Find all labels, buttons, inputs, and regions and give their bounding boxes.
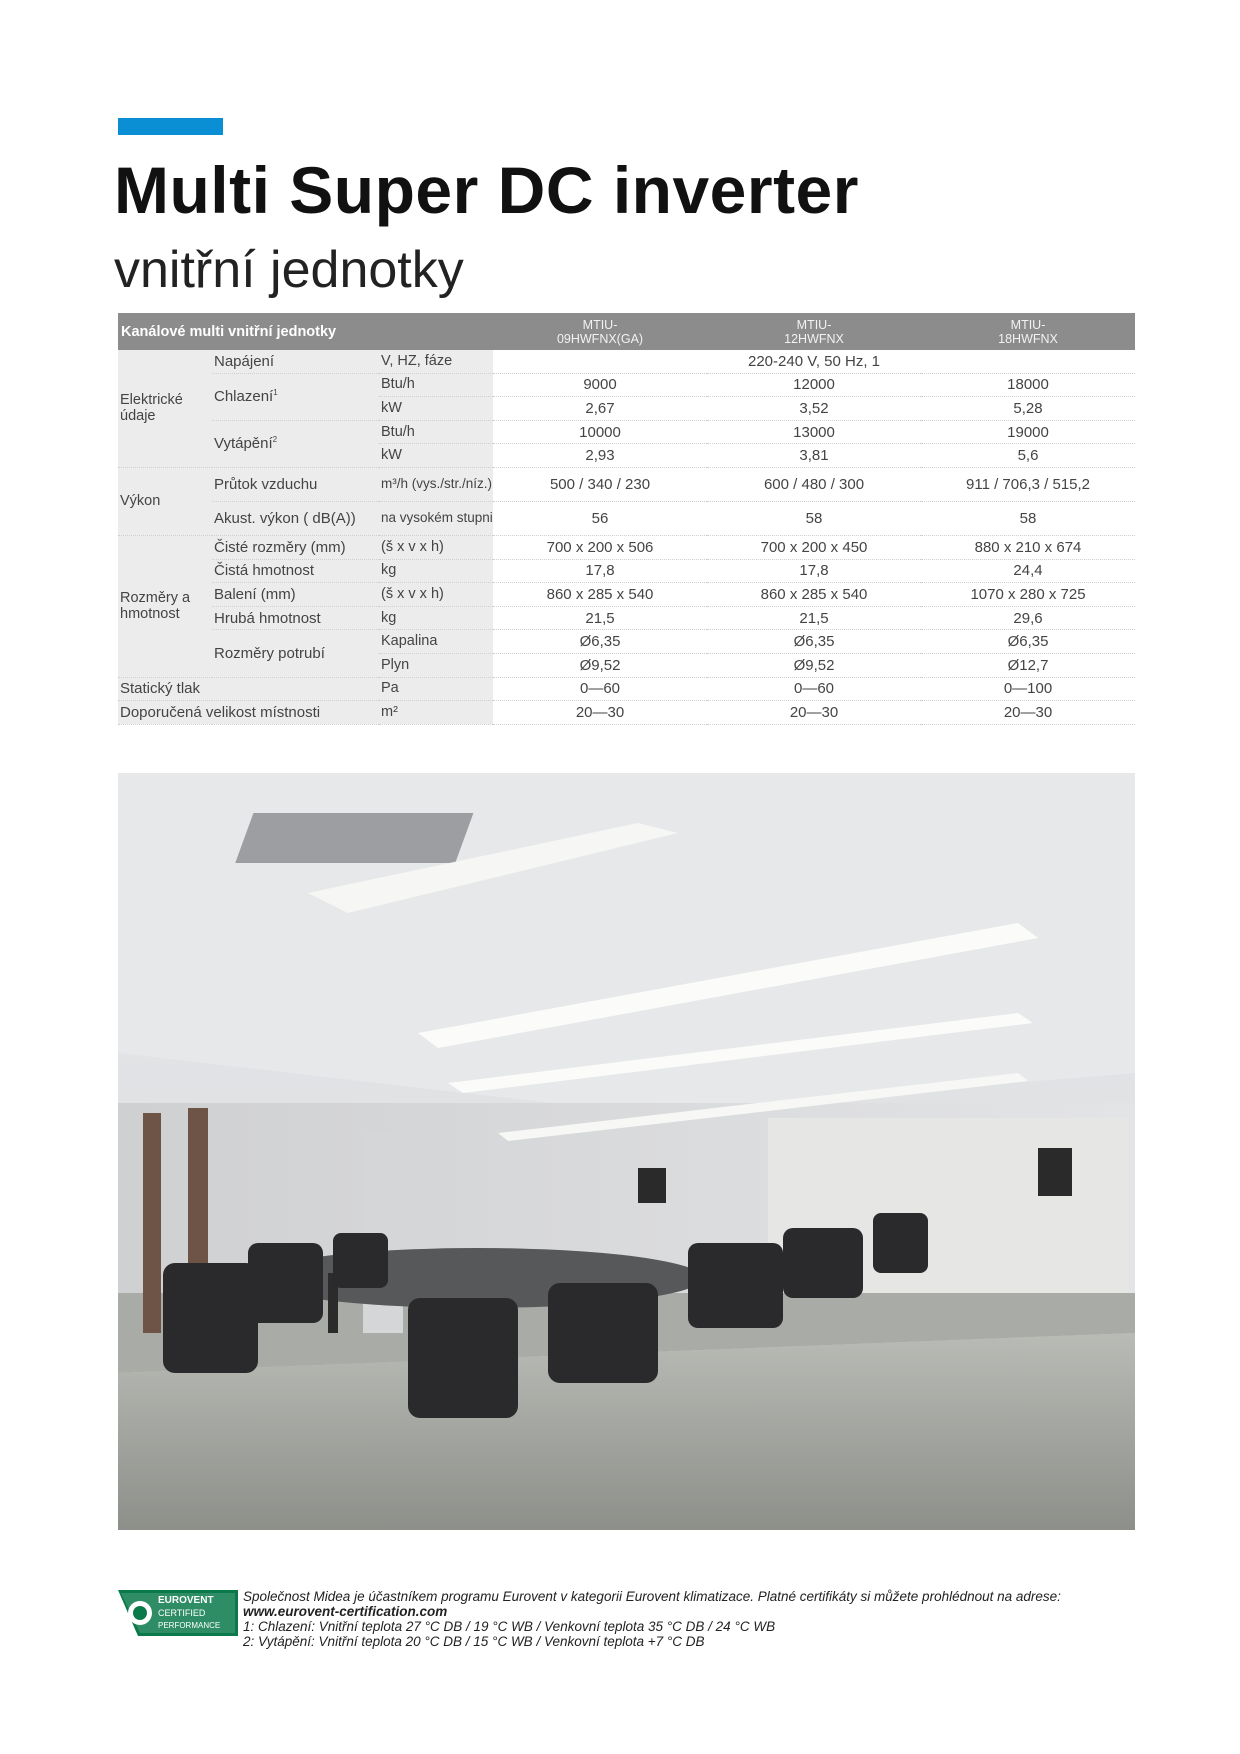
model-line1: MTIU- (1010, 317, 1046, 332)
cell-value: 860 x 285 x 540 (493, 583, 707, 607)
cell-value: 17,8 (493, 559, 707, 583)
cell-value: 56 (493, 501, 707, 535)
cell-value: 700 x 200 x 506 (493, 535, 707, 559)
cell-value: 700 x 200 x 450 (707, 535, 921, 559)
cell-value: 5,28 (921, 397, 1135, 421)
footnotes (243, 1589, 1143, 1649)
model-line1: MTIU- (796, 317, 832, 332)
row-unit: na vysokém stupni (379, 501, 493, 535)
cell-value: 0—60 (707, 677, 921, 701)
conference-room-photo (118, 773, 1135, 1530)
row-label: Rozměry potrubí (212, 630, 379, 677)
row-unit: V, HZ, fáze (379, 350, 493, 373)
cell-value: Ø9,52 (707, 653, 921, 677)
page-subtitle: vnitřní jednotky (114, 241, 464, 299)
cell-value: 0—60 (493, 677, 707, 701)
model-line2: 12HWFNX (784, 331, 844, 346)
cell-value: 20—30 (921, 701, 1135, 725)
row-unit: m³/h (vys./str./níz.) (379, 467, 493, 501)
cell-value: Ø9,52 (493, 653, 707, 677)
table-header-label: Kanálové multi vnitřní jednotky (118, 313, 493, 350)
cell-value: 24,4 (921, 559, 1135, 583)
eurovent-badge (118, 1590, 238, 1636)
cell-value: 860 x 285 x 540 (707, 583, 921, 607)
table-row (118, 501, 1135, 535)
badge-line3: PERFORMANCE (158, 1621, 221, 1630)
group-performance: Výkon (118, 467, 212, 535)
table-row (118, 350, 1135, 373)
model-header (707, 313, 921, 350)
table-row (118, 373, 1135, 397)
table-row (118, 677, 1135, 701)
cell-value: 3,81 (707, 444, 921, 468)
cell-value: 500 / 340 / 230 (493, 467, 707, 501)
cell-value: 29,6 (921, 606, 1135, 630)
cell-value: 2,93 (493, 444, 707, 468)
table-row (118, 535, 1135, 559)
row-label (212, 373, 379, 420)
cell-value: 880 x 210 x 674 (921, 535, 1135, 559)
row-unit: Btu/h (379, 420, 493, 444)
table-row (118, 606, 1135, 630)
group-dimensions: Rozměry a hmotnost (118, 535, 212, 677)
row-unit: Btu/h (379, 373, 493, 397)
cell-value: 20—30 (493, 701, 707, 725)
cell-value: 21,5 (707, 606, 921, 630)
cell-value: 21,5 (493, 606, 707, 630)
row-unit: Plyn (379, 653, 493, 677)
row-unit: kg (379, 606, 493, 630)
row-unit: m² (379, 701, 493, 725)
row-unit: kg (379, 559, 493, 583)
row-label: Doporučená velikost místnosti (118, 701, 379, 725)
cell-value: 0—100 (921, 677, 1135, 701)
cell-value: 18000 (921, 373, 1135, 397)
cell-value: 9000 (493, 373, 707, 397)
row-unit: Pa (379, 677, 493, 701)
cell-value: 911 / 706,3 / 515,2 (921, 467, 1135, 501)
cell-value: 19000 (921, 420, 1135, 444)
spec-table (118, 313, 1135, 725)
accent-bar (118, 118, 223, 135)
conference-room-illustration (118, 773, 1135, 1530)
table-header-row (118, 313, 1135, 350)
cell-value: 600 / 480 / 300 (707, 467, 921, 501)
row-label: Čistá hmotnost (212, 559, 379, 583)
cell-value: 13000 (707, 420, 921, 444)
row-unit: kW (379, 397, 493, 421)
model-line2: 18HWFNX (998, 331, 1058, 346)
cell-value: Ø12,7 (921, 653, 1135, 677)
footnote-ref: 2 (272, 435, 278, 445)
row-unit: Kapalina (379, 630, 493, 654)
cell-value: Ø6,35 (921, 630, 1135, 654)
cell-value: 10000 (493, 420, 707, 444)
row-label: Hrubá hmotnost (212, 606, 379, 630)
cell-value: 1070 x 280 x 725 (921, 583, 1135, 607)
table-row (118, 630, 1135, 654)
cell-value: 58 (707, 501, 921, 535)
cell-value: 20—30 (707, 701, 921, 725)
table-row (118, 467, 1135, 501)
row-label: Statický tlak (118, 677, 379, 701)
eurovent-url-link[interactable]: www.eurovent-certification.com (243, 1604, 448, 1619)
model-line2: 09HWFNX(GA) (556, 331, 644, 346)
cell-value: 220-240 V, 50 Hz, 1 (493, 350, 1135, 373)
row-label: Akust. výkon ( dB(A)) (212, 501, 379, 535)
model-header (921, 313, 1135, 350)
row-label: Napájení (212, 350, 379, 373)
cell-value: Ø6,35 (493, 630, 707, 654)
row-label: Balení (mm) (212, 583, 379, 607)
row-label-text: Vytápění (214, 435, 273, 453)
group-electrical: Elektrické údaje (118, 350, 212, 467)
footnote-intro: Společnost Midea je účastníkem programu Eurovent v kategorii Eurovent klimatizace. Platné certifikáty si můžete prohlédnout na adrese: (243, 1589, 1061, 1604)
cell-value: 3,52 (707, 397, 921, 421)
row-unit: (š x v x h) (379, 583, 493, 607)
model-header (493, 313, 707, 350)
badge-line2: CERTIFIED (158, 1608, 206, 1618)
cell-value: Ø6,35 (707, 630, 921, 654)
row-label: Průtok vzduchu (212, 467, 379, 501)
footnote-ref: 1 (273, 388, 278, 398)
row-label: Čisté rozměry (mm) (212, 535, 379, 559)
model-line1: MTIU- (582, 317, 618, 332)
table-row (118, 583, 1135, 607)
table-row (118, 420, 1135, 444)
footnote-1: 1: Chlazení: Vnitřní teplota 27 °C DB / 19 °C WB / Venkovní teplota 35 °C DB / 24 °C WB (243, 1619, 776, 1634)
cell-value: 17,8 (707, 559, 921, 583)
cell-value: 2,67 (493, 397, 707, 421)
cell-value: 58 (921, 501, 1135, 535)
cell-value: 12000 (707, 373, 921, 397)
table-row (118, 701, 1135, 725)
cell-value: 5,6 (921, 444, 1135, 468)
row-unit: kW (379, 444, 493, 468)
page-title: Multi Super DC inverter (114, 153, 859, 227)
table-row (118, 559, 1135, 583)
row-unit: (š x v x h) (379, 535, 493, 559)
footnote-2: 2: Vytápění: Vnitřní teplota 20 °C DB / 15 °C WB / Venkovní teplota +7 °C DB (243, 1634, 705, 1649)
badge-line1: EUROVENT (158, 1595, 214, 1606)
eurovent-logo (118, 1590, 238, 1636)
row-label-text: Chlazení (214, 388, 274, 406)
row-label (212, 420, 379, 467)
